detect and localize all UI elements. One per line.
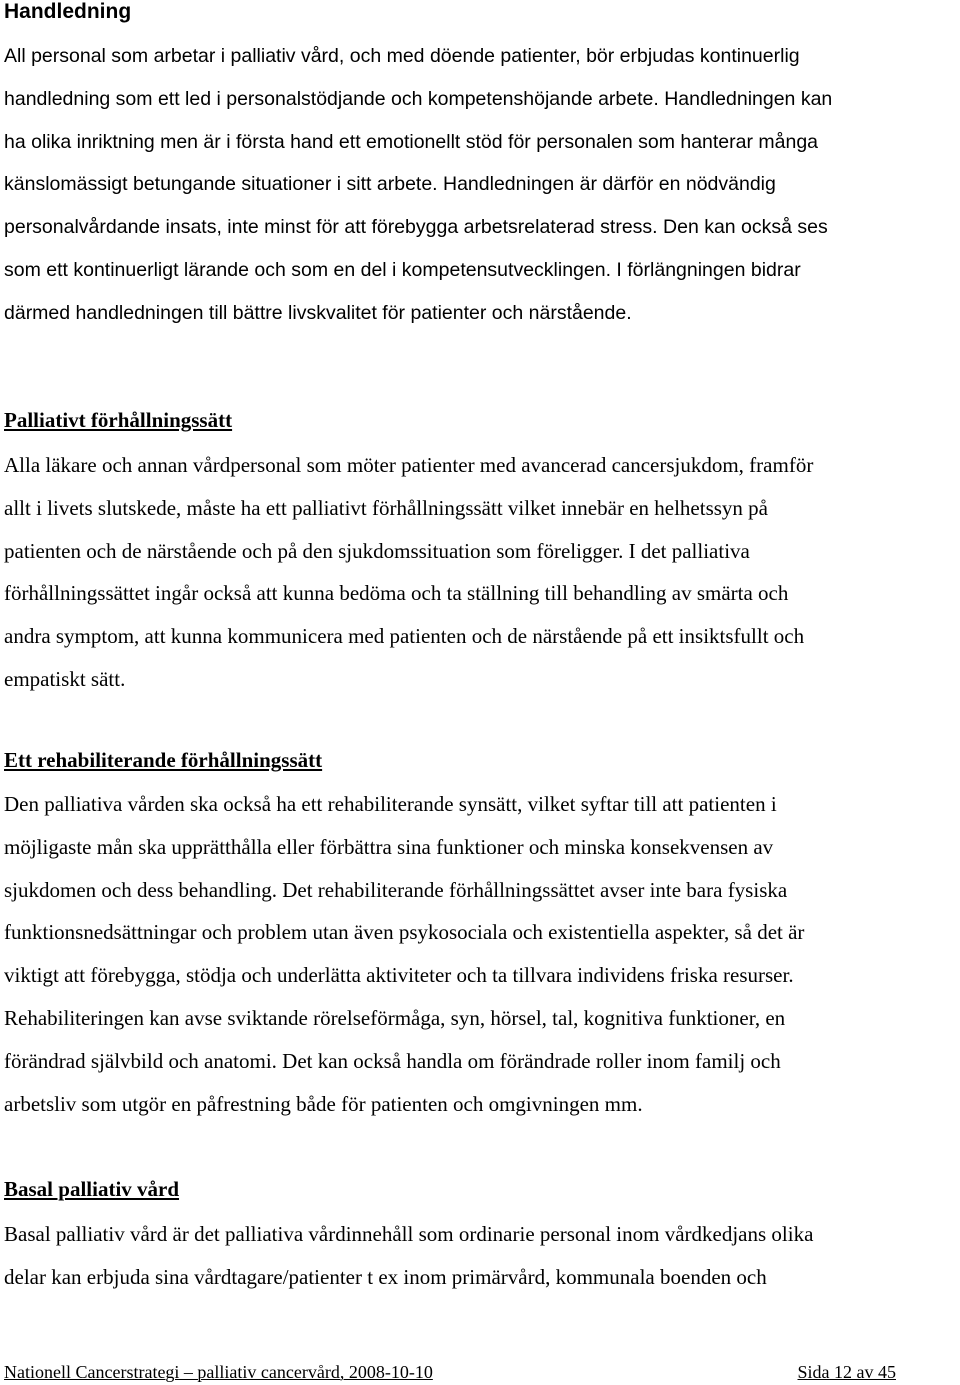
page-footer	[4, 1362, 896, 1382]
section-heading: Basal palliativ vård	[4, 1177, 180, 1201]
section-heading: Palliativt förhållningssätt	[4, 408, 233, 432]
section-basal-palliativ-vard	[4, 1177, 956, 1299]
text-line: sjukdomen och dess behandling. Det rehabiliterande förhållningssättet avser inte bara fysiska	[4, 877, 788, 902]
text-line: känslomässigt betungande situationer i sitt arbete. Handledningen är därför en nödvändig	[4, 173, 776, 196]
text-line: Basal palliativ vård är det palliativa vårdinnehåll som ordinarie personal inom vårdkedjans olika	[4, 1222, 814, 1246]
section-palliativt-forhallningssatt	[4, 408, 956, 701]
text-line: delar kan erbjuda sina vårdtagare/patienter t ex inom primärvård, kommunala boenden och	[4, 1264, 767, 1289]
text-line: ha olika inriktning men är i första hand ett emotionellt stöd för personalen som hanterar många	[4, 130, 819, 153]
text-line: All personal som arbetar i palliativ vård, och med döende patienter, bör erbjudas kontinuerlig	[4, 45, 800, 67]
text-line: förändrad självbild och anatomi. Det kan också handla om förändrade roller inom familj och	[4, 1048, 781, 1073]
section-paragraph	[4, 783, 956, 1125]
text-line: Alla läkare och annan vårdpersonal som möter patienter med avancerad cancersjukdom, framför	[4, 453, 814, 477]
footer-page-number: Sida 12 av 45	[797, 1362, 896, 1382]
section-paragraph	[4, 1213, 956, 1299]
text-line: därmed handledningen till bättre livskvalitet för patienter och närstående.	[4, 301, 632, 324]
text-line: som ett kontinuerligt lärande och som en del i kompetensutvecklingen. I förlängningen bidrar	[4, 258, 801, 281]
section-handledning	[4, 0, 956, 335]
text-line: patienten och de närstående och på den sjukdomssituation som föreligger. I det palliativa	[4, 538, 750, 563]
text-line: arbetsliv som utgör en påfrestning både för patienten och omgivningen mm.	[4, 1091, 643, 1116]
text-line: personalvårdande insats, inte minst för att förebygga arbetsrelaterad stress. Den kan också ses	[4, 216, 828, 239]
text-line: handledning som ett led i personalstödjande och kompetenshöjande arbete. Handledningen kan	[4, 87, 833, 110]
text-line: allt i livets slutskede, måste ha ett palliativt förhållningssätt vilket innebär en helhetssyn på	[4, 495, 768, 520]
section-paragraph	[4, 444, 956, 701]
text-line: empatiskt sätt.	[4, 666, 126, 691]
footer-document-title: Nationell Cancerstrategi – palliativ cancervård, 2008-10-10	[4, 1362, 433, 1382]
text-line: förhållningssättet ingår också att kunna bedöma och ta ställning till behandling av smärta och	[4, 581, 789, 606]
section-paragraph	[4, 35, 956, 335]
text-line: viktigt att förebygga, stödja och underlätta aktiviteter och ta tillvara individens friska resurser.	[4, 963, 794, 988]
text-line: Rehabiliteringen kan avse sviktande rörelseförmåga, syn, hörsel, tal, kognitiva funktioner, en	[4, 1005, 786, 1030]
text-line: andra symptom, att kunna kommunicera med patienten och de närstående på ett insiktsfullt och	[4, 624, 805, 649]
text-line: funktionsnedsättningar och problem utan även psykosociala och existentiella aspekter, så det är	[4, 920, 805, 945]
section-heading: Ett rehabiliterande förhållningssätt	[4, 748, 323, 772]
section-rehabiliterande-forhallningssatt	[4, 748, 956, 1125]
section-heading: Handledning	[4, 0, 132, 23]
text-line: Den palliativa vården ska också ha ett rehabiliterande synsätt, vilket syftar till att patienten i	[4, 792, 777, 816]
text-line: möjligaste mån ska upprätthålla eller förbättra sina funktioner och minska konsekvensen av	[4, 834, 774, 859]
